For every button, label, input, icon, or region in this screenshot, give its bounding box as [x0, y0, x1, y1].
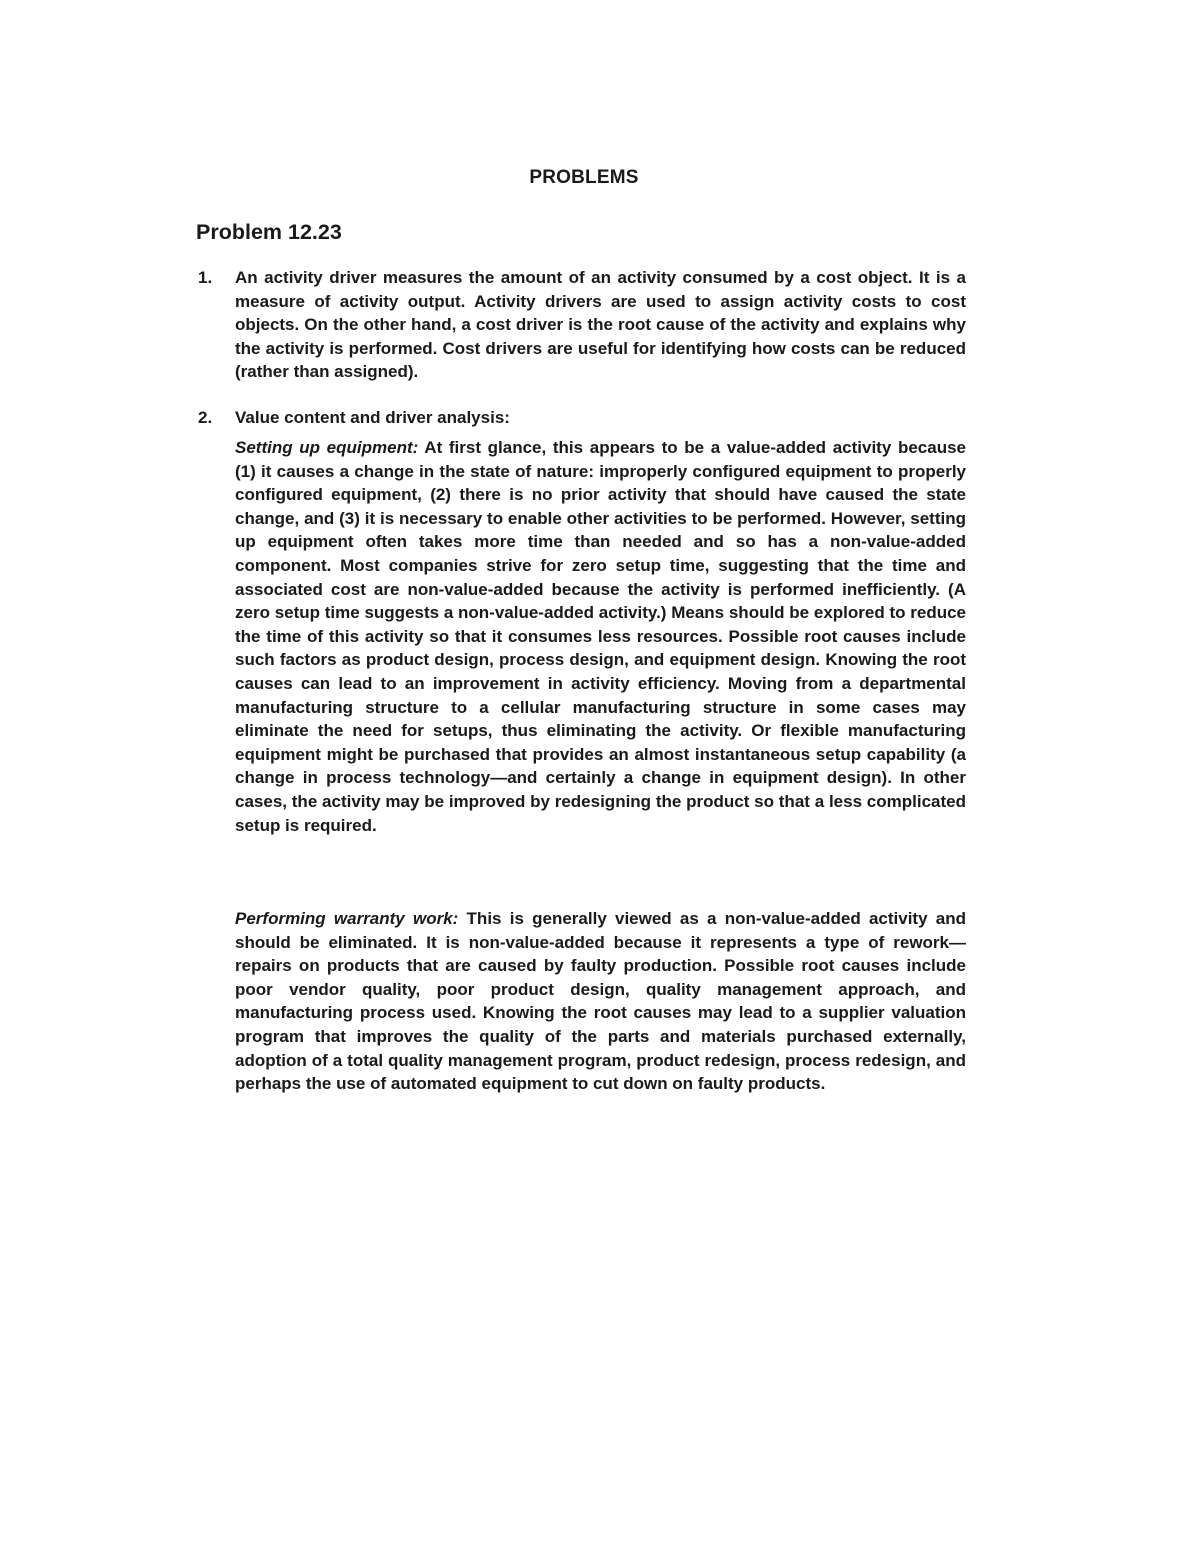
- list-item-number: 1.: [198, 268, 213, 287]
- problem-title: Problem 12.23: [196, 220, 342, 244]
- paragraph-body: At first glance, this appears to be a value-added activity because (1) it causes a change in the state of nature: improperly configured equipment to properly configured equipment, (2) there is no prior activity that should have caused the state change, and (3) it is necessary to enable other activities to be performed. However, setting up equipment often takes more time than needed and so has a non-value-added component. Most companies strive for zero setup time, suggesting that the time and associated cost are non-value-added because the activity is performed inefficiently. (A zero setup time suggests a non-value-added activity.) Means should be explored to reduce the time of this activity so that it consumes less resources. Possible root causes include such factors as product design, process design, and equipment design. Knowing the root causes can lead to an improvement in activity efficiency. Moving from a departmental manufacturing structure to a cellular manufacturing structure in some cases may eliminate the need for setups, thus eliminating the activity. Or flexible manufacturing equipment might be purchased that provides an almost instantaneous setup capability (a change in process technology—and certainly a change in equipment design). In other cases, the activity may be improved by redesigning the product so that a less complicated setup is required.: [235, 438, 966, 835]
- paragraph-setting-up-equipment: [235, 436, 966, 837]
- paragraph-body: This is generally viewed as a non-value-added activity and should be eliminated. It is non-value-added because it represents a type of rework—repairs on products that are caused by faulty production. Possible root causes include poor vendor quality, poor product design, quality management approach, and manufacturing process used. Knowing the root causes may lead to a supplier valuation program that improves the quality of the parts and materials purchased externally, adoption of a total quality management program, product redesign, process redesign, and perhaps the use of automated equipment to cut down on faulty products.: [235, 909, 966, 1094]
- paragraph-performing-warranty-work: [235, 907, 966, 1096]
- paragraph-lead: Setting up equipment:: [235, 438, 419, 457]
- list-item-text: Value content and driver analysis:: [235, 408, 510, 427]
- list-item-text: An activity driver measures the amount of an activity consumed by a cost object. It is a measure of activity output. Activity drivers are used to assign activity costs to cost objects. On the other hand, a cost driver is the root cause of the activity and explains why the activity is performed. Cost drivers are useful for identifying how costs can be reduced (rather than assigned).: [235, 268, 966, 381]
- list-item: [198, 266, 966, 384]
- paragraph-lead: Performing warranty work:: [235, 909, 459, 928]
- section-heading: PROBLEMS: [529, 167, 639, 188]
- list-item: [198, 406, 966, 430]
- list-item-number: 2.: [198, 408, 213, 427]
